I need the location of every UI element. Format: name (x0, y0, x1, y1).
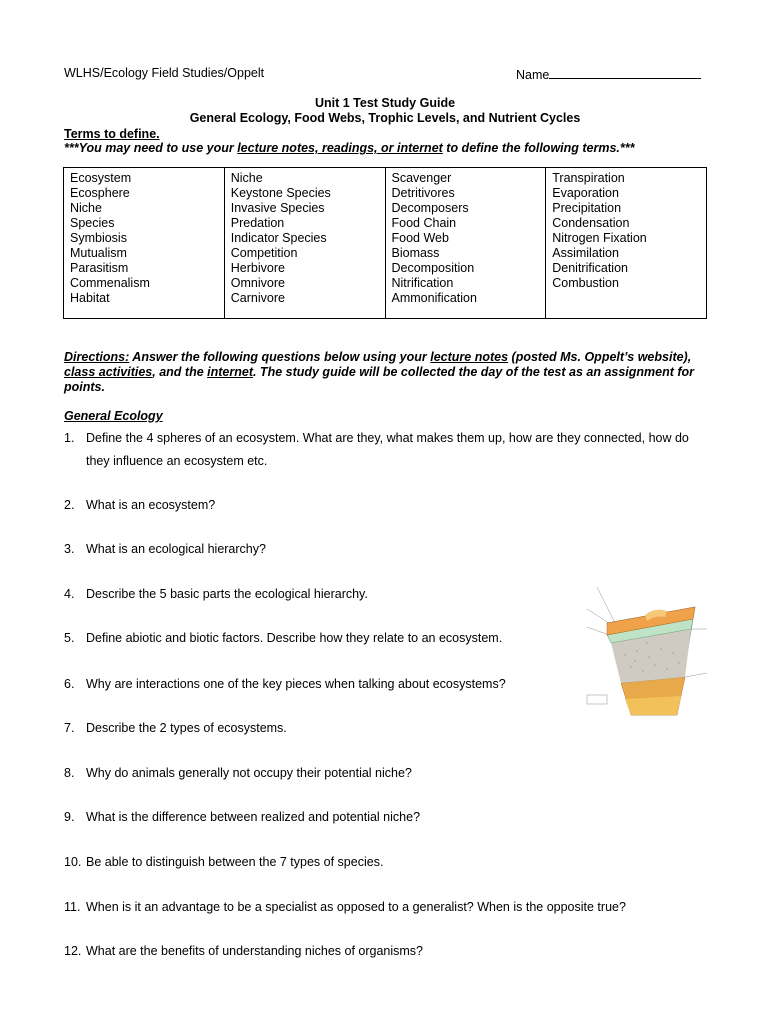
question-4: 4. Describe the 5 basic parts the ecological hierarchy. (64, 587, 368, 601)
terms-column-3 (385, 168, 546, 319)
question-11: 11. When is it an advantage to be a specialist as opposed to a generalist? When is the opposite true? (64, 900, 626, 914)
term: Denitrification (552, 261, 628, 275)
name-field (516, 66, 701, 82)
earth-layers-diagram (585, 583, 709, 721)
term: Ecosystem (70, 171, 132, 185)
term: Detritivores (391, 186, 455, 200)
term: Commenalism (70, 276, 150, 290)
terms-column-2 (224, 168, 385, 319)
term: Niche (230, 171, 263, 185)
term: Nitrogen Fixation (552, 231, 647, 245)
term: Ammonification (391, 291, 477, 305)
question-1: 1. Define the 4 spheres of an ecosystem. What are they, what makes them up, how are they connected, how do they influence an ecosystem etc. (64, 431, 689, 468)
question-10: 10. Be able to distinguish between the 7 types of species. (64, 855, 384, 869)
term: Parasitism (70, 261, 129, 275)
doc-subtitle: General Ecology, Food Webs, Trophic Levels, and Nutrient Cycles (189, 111, 581, 125)
question-9: 9. What is the difference between realized and potential niche? (64, 810, 421, 824)
term: Decomposers (391, 201, 469, 215)
section-heading: General Ecology (64, 409, 163, 423)
term: Food Chain (391, 216, 457, 230)
term: Assimilation (552, 246, 619, 260)
name-label: Name (516, 68, 550, 82)
term: Scavenger (391, 171, 452, 185)
question-6: 6. Why are interactions one of the key pieces when talking about ecosystems? (64, 677, 506, 691)
term: Niche (70, 201, 102, 215)
term: Mutualism (70, 246, 127, 260)
term: Symbiosis (70, 231, 127, 245)
question-7: 7. Describe the 2 types of ecosystems. (64, 721, 287, 735)
question-5: 5. Define abiotic and biotic factors. Describe how they relate to an ecosystem. (64, 631, 503, 645)
course-header: WLHS/Ecology Field Studies/Oppelt (64, 66, 265, 80)
term: Omnivore (230, 276, 285, 290)
terms-heading: Terms to define. (64, 127, 160, 141)
terms-column-4 (546, 168, 707, 319)
term: Biomass (391, 246, 440, 260)
term: Habitat (70, 291, 110, 305)
term: Carnivore (230, 291, 285, 305)
question-8: 8. Why do animals generally not occupy their potential niche? (64, 766, 412, 780)
directions: Directions: Answer the following questions below using your lecture notes (posted Ms. Oppelt’s website), class activities, and the internet. The study guide will be collected the day of the test as an assignment for points. (64, 350, 695, 394)
question-12: 12. What are the benefits of understanding niches of organisms? (64, 944, 424, 958)
question-2: 2. What is an ecosystem? (64, 498, 216, 512)
term: Combustion (552, 276, 619, 290)
name-blank-line (549, 66, 701, 79)
term: Condensation (552, 216, 630, 230)
term: Competition (230, 246, 298, 260)
term: Indicator Species (230, 231, 327, 245)
term: Invasive Species (230, 201, 325, 215)
term: Species (70, 216, 115, 230)
term: Ecosphere (70, 186, 130, 200)
question-3: 3. What is an ecological hierarchy? (64, 542, 266, 556)
term: Decomposition (391, 261, 475, 275)
term: Nitrification (391, 276, 454, 290)
terms-note: ***You may need to use your lecture notes, readings, or internet to define the following terms.*** (64, 141, 635, 155)
term: Herbivore (230, 261, 285, 275)
term: Precipitation (552, 201, 622, 215)
doc-title: Unit 1 Test Study Guide (314, 96, 456, 110)
term: Transpiration (552, 171, 625, 185)
term: Keystone Species (230, 186, 331, 200)
term: Evaporation (552, 186, 619, 200)
term: Food Web (391, 231, 449, 245)
terms-column-1 (64, 168, 225, 319)
terms-table (63, 167, 707, 319)
term: Predation (230, 216, 285, 230)
